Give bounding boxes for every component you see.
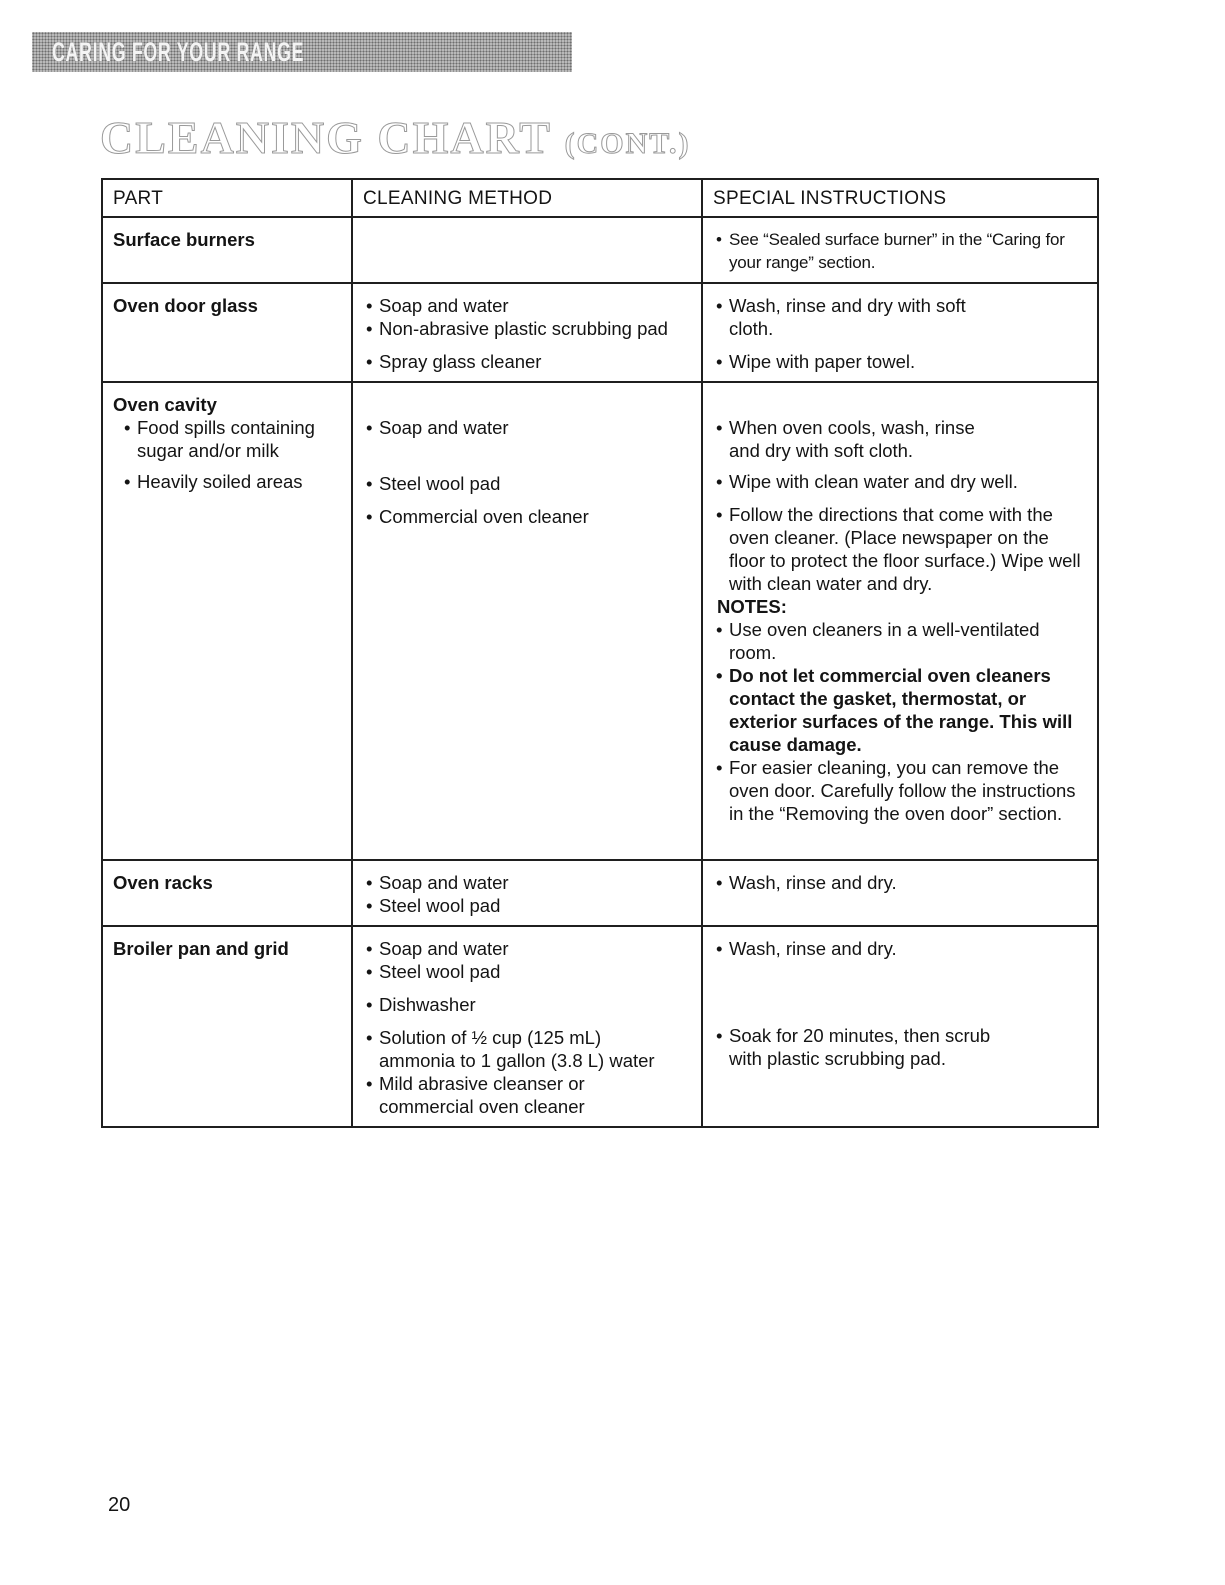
- method-item: • Commercial oven cleaner: [363, 505, 691, 528]
- table-row: [102, 283, 1098, 382]
- table-row: [102, 382, 1098, 860]
- table-row: [102, 926, 1098, 1127]
- part-name: Oven cavity: [113, 394, 217, 415]
- method-item: • Soap and water: [363, 937, 691, 960]
- part-cell: [102, 217, 352, 283]
- instruction-item: • See “Sealed surface burner” in the “Caring for your range” section.: [713, 228, 1087, 274]
- method-item: • Spray glass cleaner: [363, 350, 691, 373]
- chart-title-main: CLEANING CHART: [100, 112, 552, 163]
- subpart-item: • Heavily soiled areas: [121, 470, 341, 493]
- method-item: • Solution of ½ cup (125 mL) ammonia to 1 gallon (3.8 L) water: [363, 1026, 691, 1072]
- instruction-item: • Follow the directions that come with the oven cleaner. (Place newspaper on the floor to protect the floor surface.) Wipe well with clean water and dry.: [713, 503, 1087, 595]
- part-name: Broiler pan and grid: [113, 938, 289, 959]
- section-header-title: CARING FOR YOUR RANGE: [52, 37, 305, 67]
- instruction-item: • When oven cools, wash, rinse and dry with soft cloth.: [713, 416, 1087, 462]
- method-cell: [352, 217, 702, 283]
- method-item: • Soap and water: [363, 416, 691, 439]
- method-cell: [352, 860, 702, 926]
- instruction-item: • Wipe with clean water and dry well.: [713, 470, 1087, 493]
- method-item: • Mild abrasive cleanser or commercial oven cleaner: [363, 1072, 691, 1118]
- method-item: • Soap and water: [363, 294, 691, 317]
- method-item: • Soap and water: [363, 871, 691, 894]
- method-item: • Steel wool pad: [363, 960, 691, 983]
- instructions-cell: [702, 382, 1098, 860]
- part-cell: [102, 860, 352, 926]
- part-name: Oven racks: [113, 872, 213, 893]
- part-cell: [102, 382, 352, 860]
- instruction-item: • Wash, rinse and dry.: [713, 937, 1087, 960]
- table-header-row: [102, 179, 1098, 217]
- table-row: [102, 860, 1098, 926]
- note-item: • For easier cleaning, you can remove the oven door. Carefully follow the instructions in the “Removing the oven door” section.: [713, 756, 1087, 825]
- instruction-item: • Wash, rinse and dry with soft cloth.: [713, 294, 1087, 340]
- note-item: • Use oven cleaners in a well-ventilated room.: [713, 618, 1087, 664]
- header-cleaning-method: CLEANING METHOD: [352, 179, 702, 217]
- method-cell: [352, 382, 702, 860]
- note-item-warning: • Do not let commercial oven cleaners contact the gasket, thermostat, or exterior surfaces of the range. This will cause damage.: [713, 664, 1087, 756]
- instructions-cell: [702, 926, 1098, 1127]
- method-cell: [352, 283, 702, 382]
- page-title: [100, 108, 691, 168]
- method-item: • Steel wool pad: [363, 894, 691, 917]
- instructions-cell: [702, 283, 1098, 382]
- method-item: • Steel wool pad: [363, 472, 691, 495]
- cleaning-chart-table: [101, 178, 1099, 1128]
- subpart-item: • Food spills containing sugar and/or milk: [121, 416, 341, 462]
- part-name: Oven door glass: [113, 295, 258, 316]
- page-number: 20: [108, 1494, 131, 1516]
- method-cell: [352, 926, 702, 1127]
- header-part: PART: [102, 179, 352, 217]
- table-row: [102, 217, 1098, 283]
- instructions-cell: [702, 217, 1098, 283]
- instruction-item: • Wash, rinse and dry.: [713, 871, 1087, 894]
- part-cell: [102, 283, 352, 382]
- notes-label: NOTES:: [717, 596, 787, 617]
- part-cell: [102, 926, 352, 1127]
- instruction-item: • Soak for 20 minutes, then scrub with plastic scrubbing pad.: [713, 1024, 1087, 1070]
- instructions-cell: [702, 860, 1098, 926]
- instruction-item: • Wipe with paper towel.: [713, 350, 1087, 373]
- method-item: • Dishwasher: [363, 993, 691, 1016]
- method-item: • Non-abrasive plastic scrubbing pad: [363, 317, 691, 340]
- part-name: Surface burners: [113, 229, 255, 250]
- chart-title-cont: (CONT.): [564, 127, 691, 160]
- header-special-instructions: SPECIAL INSTRUCTIONS: [702, 179, 1098, 217]
